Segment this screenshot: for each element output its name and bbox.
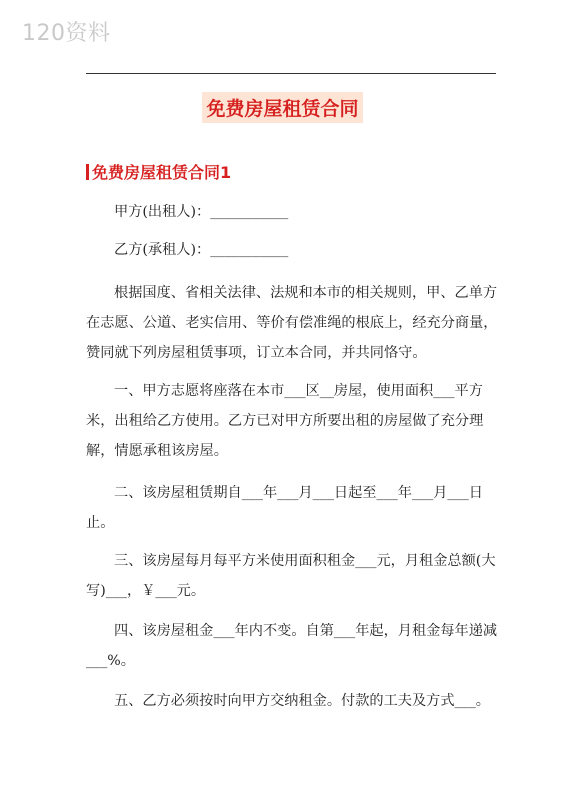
clause-5: 五、乙方必须按时向甲方交纳租金。付款的工夫及方式___。 [114, 693, 490, 709]
document-title-text: 免费房屋租赁合同 [202, 92, 362, 123]
section-heading [86, 160, 231, 183]
clause-1: 一、甲方志愿将座落在本市___区__房屋，使用面积___平方米，出租给乙方使用。乙方已对甲方所要出租的房屋做了充分理解，情愿承租该房屋。 [86, 383, 484, 459]
clause-2: 二、该房屋租赁期自___年___月___日起至___年___月___日止。 [86, 485, 483, 531]
clause-3: 三、该房屋每月每平方米使用面积租金___元，月租金总额(大写)___，￥___元。 [86, 553, 496, 599]
heading-marker [86, 164, 89, 180]
document-title [0, 92, 565, 123]
header-divider [86, 73, 496, 74]
party-b-line: 乙方(承租人)：___________ [114, 242, 289, 258]
section-heading-text: 免费房屋租赁合同1 [92, 163, 232, 182]
party-a-line: 甲方(出租人)：___________ [114, 204, 289, 220]
clause-4: 四、该房屋租金___年内不变。自第___年起，月租金每年递减___%。 [86, 623, 498, 669]
watermark: 120资料 [22, 21, 111, 46]
contract-preamble: 根据国度、省相关法律、法规和本市的相关规则，甲、乙单方在志愿、公道、老实信用、等价有偿准绳的根底上，经充分商量，赞同就下列房屋租赁事项，订立本合同，并共同恪守。 [86, 285, 498, 361]
